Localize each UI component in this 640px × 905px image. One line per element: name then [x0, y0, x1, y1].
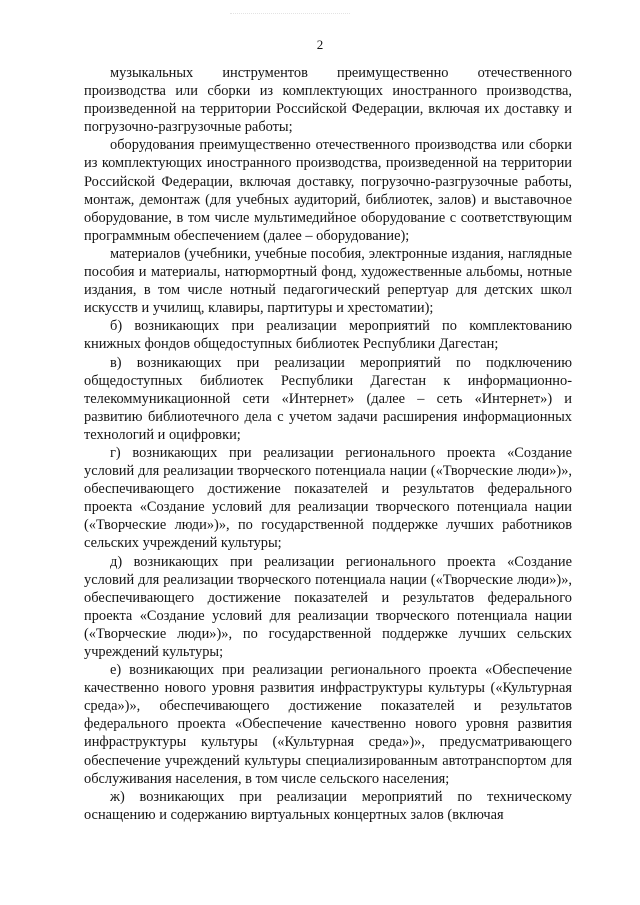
paragraph-item-d: д) возникающих при реализации регионального проекта «Создание условий для реализации творческого потенциала нации («Творческие люди»)», обеспечивающего достижение показателей и результатов федерального проекта «Создание условий для реализации творческого потенциала нации («Творческие люди»)», по государственной поддержке лучших сельских учреждений культуры; [84, 553, 572, 660]
paragraph-item-zh: ж) возникающих при реализации мероприятий по техническому оснащению и содержанию виртуальных концертных залов (включая [84, 788, 572, 823]
paragraph-musical-instruments: музыкальных инструментов преимущественно отечественного производства или сборки из комплектующих иностранного производства, произведенной на территории Российской Федерации, включая их доставку и погрузочно-разгрузочные работы; [84, 65, 572, 136]
document-body [84, 64, 572, 824]
paragraph-item-g: г) возникающих при реализации регионального проекта «Создание условий для реализации творческого потенциала нации («Творческие люди»)», обеспечивающего достижение показателей и результатов федерального проекта «Создание условий для реализации творческого потенциала нации («Творческие люди»)», по государственной поддержке лучших работников сельских учреждений культуры; [84, 444, 572, 552]
paragraph-item-e: е) возникающих при реализации регионального проекта «Обеспечение качественно нового уровня развития инфраструктуры культуры («Культурная среда»)», обеспечивающего достижение показателей и результатов федерального проекта «Обеспечение качественно нового уровня развития инфраструктуры культуры («Культурная среда»)», предусматривающего обеспечение учреждений культуры специализированным автотранспортом для обслуживания населения, в том числе сельского населения; [84, 662, 572, 787]
paragraph-equipment: оборудования преимущественно отечественного производства или сборки из комплектующих иностранного производства, произведенной на территории Российской Федерации, включая доставку, погрузочно-разгрузочные работы, монтаж, демонтаж (для учебных аудиторий, библиотек, залов) и выставочное оборудование, в том числе мультимедийное оборудование с соответствующим программным обеспечением (далее – оборудование); [84, 137, 572, 244]
paragraph-materials: материалов (учебники, учебные пособия, электронные издания, наглядные пособия и материалы, натюрмортный фонд, художественные альбомы, нотные издания, в том числе нотный педагогический репертуар для детских школ искусств и училищ, клавиры, партитуры и хрестоматии); [84, 245, 572, 317]
page-number: 2 [316, 37, 324, 52]
paragraph-item-b: б) возникающих при реализации мероприятий по комплектованию книжных фондов общедоступных библиотек Республики Дагестан; [84, 318, 572, 353]
paragraph-item-v: в) возникающих при реализации мероприятий по подключению общедоступных библиотек Республики Дагестан к информационно-телекоммуникационной сети «Интернет» (далее – сеть «Интернет») и развитию библиотечного дела с учетом задачи расширения информационных технологий и оцифровки; [84, 354, 572, 443]
scan-artifact [230, 13, 350, 18]
